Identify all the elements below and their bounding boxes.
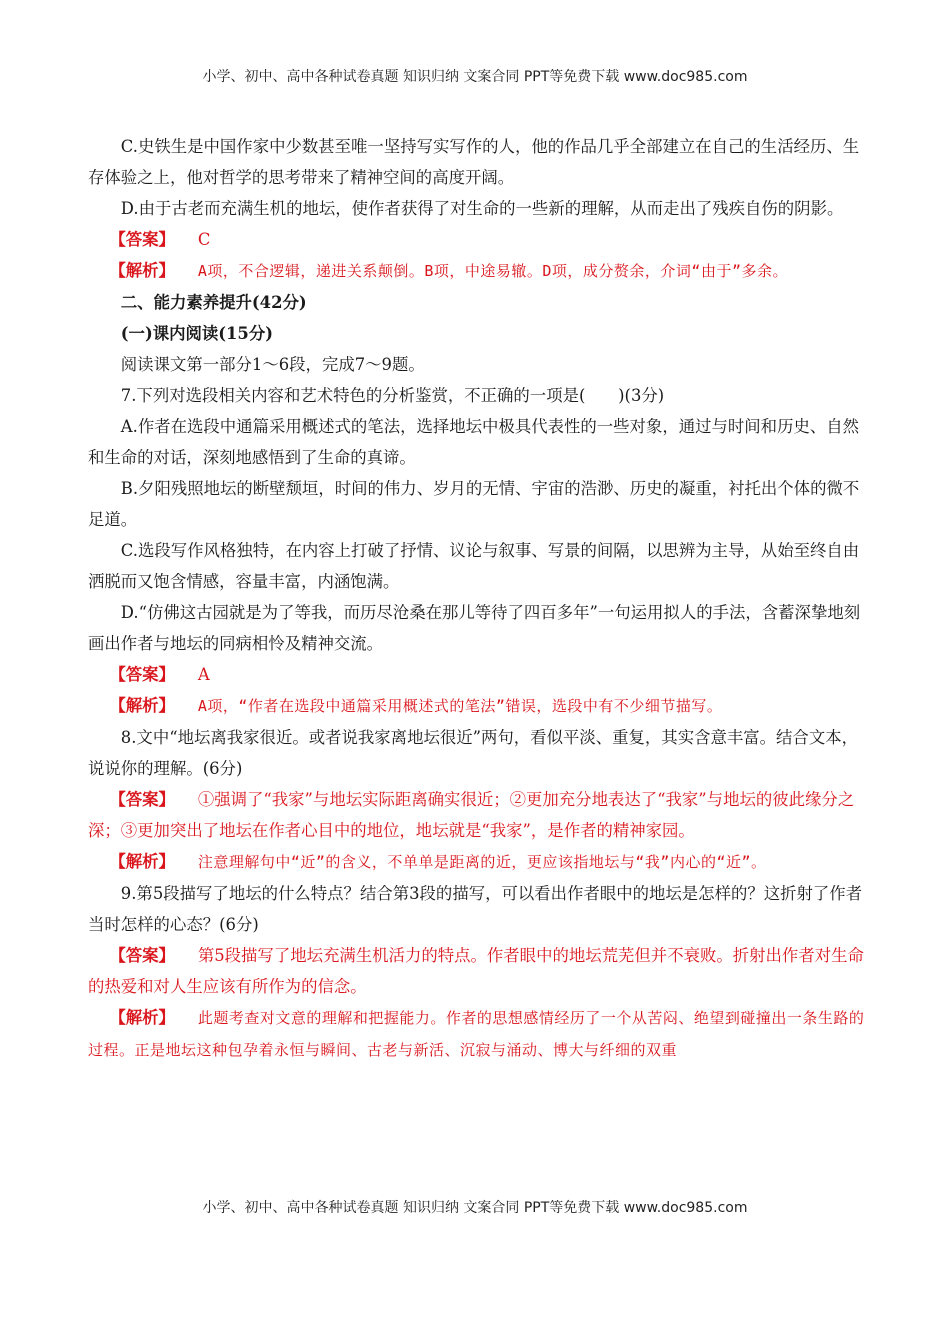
- page-header: 小学、初中、高中各种试卷真题 知识归纳 文案合同 PPT等免费下载 www.doc985.com: [202, 69, 748, 85]
- explanation-label: 【解析】: [109, 696, 175, 715]
- q6-explanation: [88, 255, 868, 287]
- q6-option-d: D.由于古老而充满生机的地坛，使作者获得了对生命的一些新的理解，从而走出了残疾自伤的阴影。: [120, 199, 844, 218]
- q8-answer: [88, 784, 868, 846]
- q6-answer-text: C: [197, 230, 211, 249]
- answer-label: 【答案】: [109, 946, 175, 965]
- q9-answer: [88, 940, 868, 1002]
- explanation-label: 【解析】: [109, 852, 175, 871]
- section-instruction: 阅读课文第一部分1～6段，完成7～9题。: [120, 355, 425, 374]
- explanation-label: 【解析】: [109, 1008, 175, 1027]
- q9-stem: 9.第5段描写了地坛的什么特点？结合第3段的描写，可以看出作者眼中的地坛是怎样的？这折射了作者当时怎样的心态？(6分): [88, 884, 863, 934]
- q7-answer: [88, 659, 868, 690]
- section-subtitle: (一)课内阅读(15分): [120, 324, 273, 343]
- q6-answer: [88, 224, 868, 255]
- answer-label: 【答案】: [109, 790, 175, 809]
- q7-option-d: D.“仿佛这古园就是为了等我，而历尽沧桑在那儿等待了四百多年”一句运用拟人的手法，含蓄深挚地刻画出作者与地坛的同病相怜及精神交流。: [88, 603, 861, 653]
- page-footer: 小学、初中、高中各种试卷真题 知识归纳 文案合同 PPT等免费下载 www.doc985.com: [202, 1200, 748, 1216]
- explanation-label: 【解析】: [109, 261, 175, 280]
- q6-option-c: C.史铁生是中国作家中少数甚至唯一坚持写实写作的人，他的作品几乎全部建立在自己的生活经历、生存体验之上，他对哲学的思考带来了精神空间的高度开阔。: [88, 137, 860, 187]
- q7-option-b: B.夕阳残照地坛的断壁颓垣，时间的伟力、岁月的无情、宇宙的浩渺、历史的凝重，衬托出个体的微不足道。: [88, 479, 860, 529]
- q7-explanation: [88, 690, 868, 722]
- answer-label: 【答案】: [109, 230, 175, 249]
- section-title: 二、能力素养提升(42分): [120, 293, 307, 312]
- q6-explanation-text: A项，不合逻辑，递进关系颠倒。B项，中途易辙。D项，成分赘余，介词“由于”多余。: [197, 262, 788, 280]
- q7-option-c: C.选段写作风格独特，在内容上打破了抒情、议论与叙事、写景的间隔，以思辨为主导，从始至终自由洒脱而又饱含情感，容量丰富，内涵饱满。: [88, 541, 860, 591]
- q9-answer-text: 第5段描写了地坛充满生机活力的特点。作者眼中的地坛荒芜但并不衰败。折射出作者对生命的热爱和对人生应该有所作为的信念。: [88, 946, 864, 996]
- q8-explanation-text: 注意理解句中“近”的含义，不单单是距离的近，更应该指地坛与“我”内心的“近”。: [197, 853, 767, 871]
- q8-explanation: [88, 846, 868, 878]
- q8-answer-text: ①强调了“我家”与地坛实际距离确实很近；②更加充分地表达了“我家”与地坛的彼此缘分之深；③更加突出了地坛在作者心目中的地位，地坛就是“我家”，是作者的精神家园。: [88, 790, 855, 840]
- answer-label: 【答案】: [109, 665, 175, 684]
- q9-explanation: [88, 1002, 868, 1066]
- q8-stem: 8.文中“地坛离我家很近。或者说我家离地坛很近”两句，看似平淡、重复，其实含意丰富。结合文本，说说你的理解。(6分): [88, 728, 858, 778]
- q9-explanation-text: 此题考查对文意的理解和把握能力。作者的思想感情经历了一个从苦闷、绝望到碰撞出一条生路的过程。正是地坛这种包孕着永恒与瞬间、古老与新活、沉寂与涌动、博大与纤细的双重: [88, 1009, 865, 1059]
- document-body: [88, 131, 868, 1066]
- q7-option-a: A.作者在选段中通篇采用概述式的笔法，选择地坛中极具代表性的一些对象，通过与时间和历史、自然和生命的对话，深刻地感悟到了生命的真谛。: [88, 417, 860, 467]
- q7-answer-text: A: [197, 665, 210, 684]
- q7-explanation-text: A项，“作者在选段中通篇采用概述式的笔法”错误，选段中有不少细节描写。: [197, 697, 723, 715]
- q7-stem: 7.下列对选段相关内容和艺术特色的分析鉴赏，不正确的一项是( )(3分): [120, 386, 665, 405]
